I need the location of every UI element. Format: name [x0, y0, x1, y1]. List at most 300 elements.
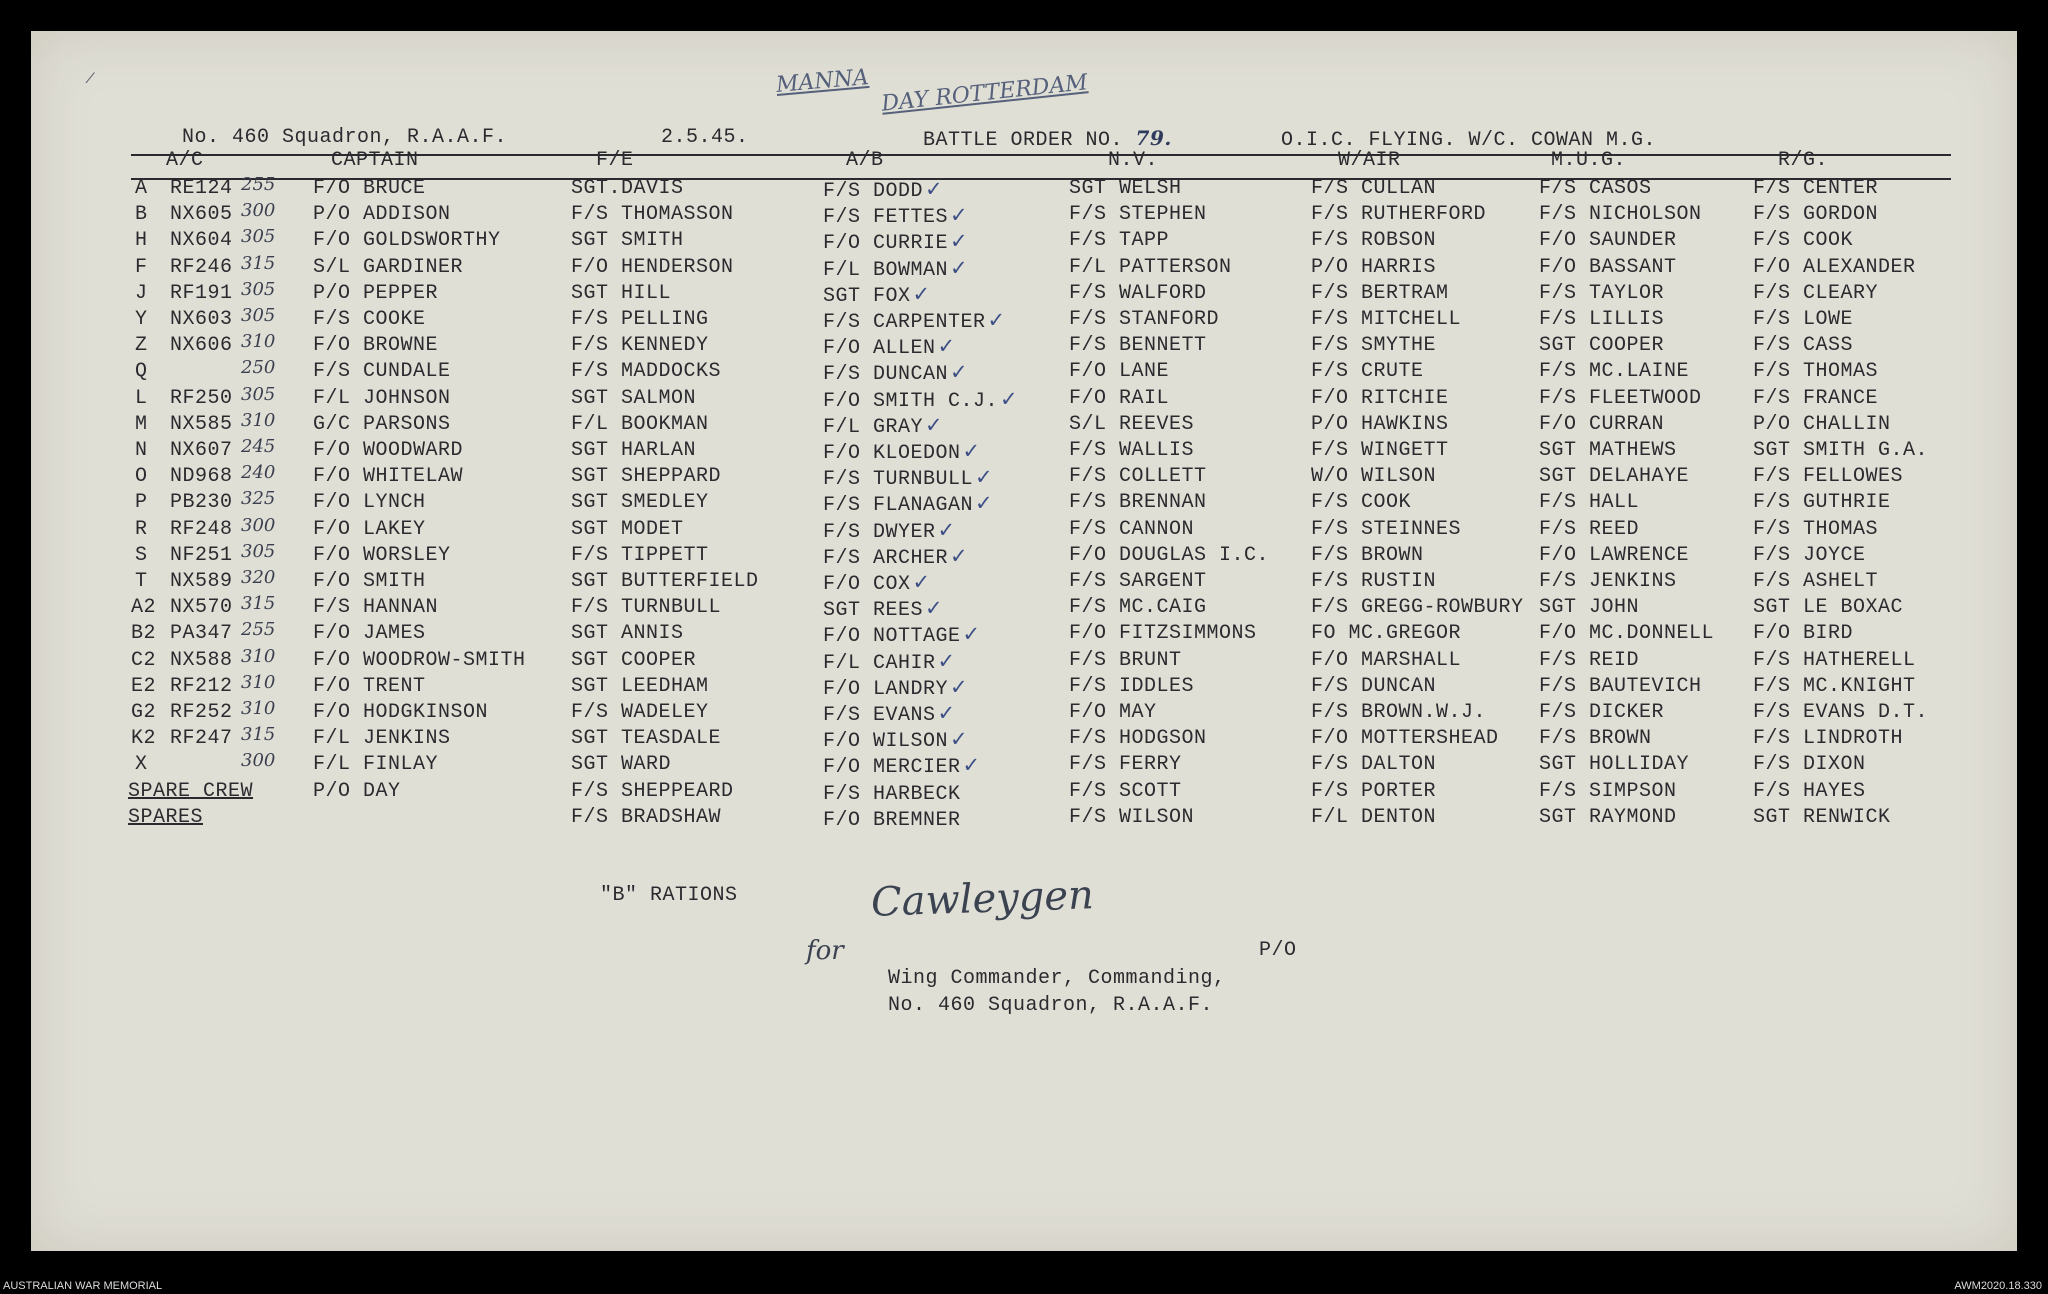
captain-name: F/O GOLDSWORTHY	[313, 229, 501, 252]
aircraft-serial: NX604	[170, 229, 233, 252]
mid-upper-gunner: F/O MC.DONNELL	[1539, 622, 1715, 645]
wireless-operator: W/O WILSON	[1311, 465, 1437, 488]
bomb-aimer-name: F/O MERCIER	[823, 756, 961, 779]
rear-gunner: F/S CENTER	[1753, 177, 1879, 200]
mid-upper-gunner: F/S JENKINS	[1539, 570, 1677, 593]
aircraft-letter: H	[135, 229, 148, 252]
rear-gunner: P/O CHALLIN	[1753, 413, 1891, 436]
aircraft-serial: RE124	[170, 177, 233, 200]
aircraft-serial: RF250	[170, 387, 233, 410]
check-mark-icon: ✓	[987, 308, 1006, 332]
wireless-operator: F/S CULLAN	[1311, 177, 1437, 200]
rear-gunner: SGT LE BOXAC	[1753, 596, 1904, 619]
bomb-aimer	[823, 387, 1018, 413]
flight-engineer: SGT.DAVIS	[571, 177, 684, 200]
check-mark-icon: ✓	[962, 622, 981, 646]
bomb-aimer	[823, 622, 981, 648]
aircraft-letter: B2	[131, 622, 157, 645]
aircraft-letter: S	[135, 544, 148, 567]
aircraft-letter: M	[135, 413, 148, 436]
bomb-aimer-name: SGT FOX	[823, 285, 911, 308]
aircraft-serial: PB230	[170, 491, 233, 514]
bomb-aimer	[823, 308, 1006, 334]
flight-engineer: SGT BUTTERFIELD	[571, 570, 759, 593]
handwritten-figure: 310	[241, 331, 276, 352]
rear-gunner: F/S THOMAS	[1753, 360, 1879, 383]
check-mark-icon: ✓	[950, 360, 969, 384]
oic-flying: O.I.C. FLYING. W/C. COWAN M.G.	[1281, 129, 1657, 152]
aircraft-serial: NX605	[170, 203, 233, 226]
bomb-aimer-name: F/S DWYER	[823, 521, 936, 544]
mid-upper-gunner: F/S REED	[1539, 518, 1640, 541]
column-header: W/AIR	[1338, 149, 1401, 172]
bomb-aimer-name: SGT REES	[823, 599, 924, 622]
rear-gunner: F/O ALEXANDER	[1753, 256, 1916, 279]
aircraft-letter: N	[135, 439, 148, 462]
signoff-line-2: No. 460 Squadron, R.A.A.F.	[888, 994, 1214, 1017]
handwritten-figure: 300	[241, 515, 276, 536]
aircraft-serial: ND968	[170, 465, 233, 488]
aircraft-serial: RF212	[170, 675, 233, 698]
bomb-aimer-name: F/O SMITH C.J.	[823, 390, 999, 413]
aircraft-letter: A	[135, 177, 148, 200]
signature: Cawleygen	[870, 872, 1095, 926]
check-mark-icon: ✓	[975, 491, 994, 515]
handwritten-figure: 310	[241, 410, 276, 431]
bomb-aimer	[823, 570, 931, 596]
document-page	[31, 31, 2017, 1251]
navigator: F/S FERRY	[1069, 753, 1182, 776]
check-mark-icon: ✓	[937, 334, 956, 358]
mid-upper-gunner: SGT HOLLIDAY	[1539, 753, 1690, 776]
check-mark-icon: ✓	[950, 203, 969, 227]
wireless-operator: F/S COOK	[1311, 491, 1412, 514]
wireless-operator: F/S GREGG-ROWBURY	[1311, 596, 1524, 619]
rear-gunner: F/S GORDON	[1753, 203, 1879, 226]
bomb-aimer	[823, 649, 956, 675]
signoff-rank: P/O	[1259, 939, 1297, 962]
check-mark-icon: ✓	[925, 177, 944, 201]
navigator: S/L REEVES	[1069, 413, 1195, 436]
captain-name: F/L FINLAY	[313, 753, 439, 776]
rear-gunner: F/S JOYCE	[1753, 544, 1866, 567]
aircraft-serial: NX585	[170, 413, 233, 436]
bomb-aimer-name: F/L GRAY	[823, 416, 924, 439]
captain-name: F/L JENKINS	[313, 727, 451, 750]
captain-name: F/O WHITELAW	[313, 465, 464, 488]
wireless-operator: F/L DENTON	[1311, 806, 1437, 829]
flight-engineer: SGT MODET	[571, 518, 684, 541]
handwritten-figure: 300	[241, 750, 276, 771]
column-header: R/G.	[1778, 149, 1829, 172]
bomb-aimer-name: F/O COX	[823, 573, 911, 596]
handwritten-figure: 305	[241, 541, 276, 562]
handwritten-figure: 250	[241, 357, 276, 378]
bomb-aimer	[823, 544, 968, 570]
bomb-aimer	[823, 675, 968, 701]
aircraft-letter: Q	[135, 360, 148, 383]
column-header: N.V.	[1108, 149, 1159, 172]
mid-upper-gunner: F/S BROWN	[1539, 727, 1652, 750]
flight-engineer: F/S TURNBULL	[571, 596, 722, 619]
bomb-aimer-name: F/O LANDRY	[823, 678, 949, 701]
navigator: F/S WALLIS	[1069, 439, 1195, 462]
aircraft-serial: RF191	[170, 282, 233, 305]
aircraft-serial: RF246	[170, 256, 233, 279]
check-mark-icon: ✓	[912, 570, 931, 594]
bomb-aimer-name: F/S ARCHER	[823, 547, 949, 570]
rear-gunner: F/S HAYES	[1753, 780, 1866, 803]
flight-engineer: F/S THOMASSON	[571, 203, 734, 226]
navigator: F/S HODGSON	[1069, 727, 1207, 750]
bomb-aimer-name: F/L CAHIR	[823, 652, 936, 675]
navigator: F/L PATTERSON	[1069, 256, 1232, 279]
mid-upper-gunner: F/S DICKER	[1539, 701, 1665, 724]
mid-upper-gunner: F/S TAYLOR	[1539, 282, 1665, 305]
captain-name: F/O BRUCE	[313, 177, 426, 200]
navigator: F/S BRUNT	[1069, 649, 1182, 672]
flight-engineer: SGT HILL	[571, 282, 672, 305]
rations-label: "B" RATIONS	[600, 884, 738, 907]
handwritten-figure: 320	[241, 567, 276, 588]
navigator: F/S IDDLES	[1069, 675, 1195, 698]
navigator: F/S BENNETT	[1069, 334, 1207, 357]
captain-name: S/L GARDINER	[313, 256, 464, 279]
flight-engineer: SGT SHEPPARD	[571, 465, 722, 488]
aircraft-letter: F	[135, 256, 148, 279]
bomb-aimer	[823, 596, 943, 622]
mid-upper-gunner: F/S CASOS	[1539, 177, 1652, 200]
aircraft-serial: NX589	[170, 570, 233, 593]
rear-gunner: F/S CASS	[1753, 334, 1854, 357]
handwritten-figure: 310	[241, 698, 276, 719]
aircraft-letter: J	[135, 282, 148, 305]
captain-name: F/O LAKEY	[313, 518, 426, 541]
rear-gunner: SGT RENWICK	[1753, 806, 1891, 829]
handwritten-figure: 245	[241, 436, 276, 457]
flight-engineer: SGT SMITH	[571, 229, 684, 252]
bomb-aimer-name: F/O NOTTAGE	[823, 625, 961, 648]
aircraft-serial: NX588	[170, 649, 233, 672]
captain-name: F/O JAMES	[313, 622, 426, 645]
aircraft-serial: NX603	[170, 308, 233, 331]
order-date: 2.5.45.	[661, 126, 749, 149]
handwritten-figure: 315	[241, 253, 276, 274]
captain-name: F/O WOODROW-SMITH	[313, 649, 526, 672]
aircraft-letter: SPARES	[128, 806, 204, 829]
navigator: F/S SARGENT	[1069, 570, 1207, 593]
aircraft-letter: T	[135, 570, 148, 593]
bomb-aimer-name: F/S TURNBULL	[823, 468, 974, 491]
navigator: F/S WILSON	[1069, 806, 1195, 829]
bomb-aimer-name: F/O BREMNER	[823, 809, 961, 832]
aircraft-letter: Z	[135, 334, 148, 357]
bomb-aimer	[823, 177, 943, 203]
bomb-aimer	[823, 203, 968, 229]
captain-name: F/O LYNCH	[313, 491, 426, 514]
navigator: F/O DOUGLAS I.C.	[1069, 544, 1270, 567]
flight-engineer: F/S PELLING	[571, 308, 709, 331]
captain-name: F/L JOHNSON	[313, 387, 451, 410]
margin-mark: ⁄	[89, 71, 92, 87]
bomb-aimer-name: F/S HARBECK	[823, 783, 961, 806]
mid-upper-gunner: F/O SAUNDER	[1539, 229, 1677, 252]
wireless-operator: F/S BROWN.W.J.	[1311, 701, 1487, 724]
handwritten-figure: 310	[241, 646, 276, 667]
mid-upper-gunner: SGT MATHEWS	[1539, 439, 1677, 462]
wireless-operator: F/S BROWN	[1311, 544, 1424, 567]
check-mark-icon: ✓	[950, 544, 969, 568]
captain-name: P/O ADDISON	[313, 203, 451, 226]
handwritten-figure: 305	[241, 305, 276, 326]
aircraft-serial: NF251	[170, 544, 233, 567]
aircraft-letter: P	[135, 491, 148, 514]
captain-name: P/O DAY	[313, 780, 401, 803]
bomb-aimer	[823, 518, 956, 544]
wireless-operator: F/O MOTTERSHEAD	[1311, 727, 1499, 750]
navigator: F/S SCOTT	[1069, 780, 1182, 803]
check-mark-icon: ✓	[1000, 387, 1019, 411]
navigator: F/O MAY	[1069, 701, 1157, 724]
rear-gunner: F/S COOK	[1753, 229, 1854, 252]
bomb-aimer-name: F/S FETTES	[823, 206, 949, 229]
mid-upper-gunner: SGT DELAHAYE	[1539, 465, 1690, 488]
wireless-operator: F/S ROBSON	[1311, 229, 1437, 252]
captain-name: F/S COOKE	[313, 308, 426, 331]
captain-name: F/O BROWNE	[313, 334, 439, 357]
handwritten-figure: 325	[241, 488, 276, 509]
mid-upper-gunner: F/O CURRAN	[1539, 413, 1665, 436]
flight-engineer: SGT TEASDALE	[571, 727, 722, 750]
aircraft-letter: L	[135, 387, 148, 410]
rear-gunner: F/S LOWE	[1753, 308, 1854, 331]
wireless-operator: F/S RUSTIN	[1311, 570, 1437, 593]
mid-upper-gunner: F/S LILLIS	[1539, 308, 1665, 331]
wireless-operator: F/S WINGETT	[1311, 439, 1449, 462]
wireless-operator: F/S STEINNES	[1311, 518, 1462, 541]
mid-upper-gunner: F/S FLEETWOOD	[1539, 387, 1702, 410]
flight-engineer: F/S MADDOCKS	[571, 360, 722, 383]
bomb-aimer	[823, 753, 981, 779]
captain-name: P/O PEPPER	[313, 282, 439, 305]
column-header: A/C	[166, 149, 204, 172]
aircraft-letter: G2	[131, 701, 157, 724]
check-mark-icon: ✓	[937, 518, 956, 542]
aircraft-letter: SPARE CREW	[128, 780, 254, 803]
mid-upper-gunner: F/S BAUTEVICH	[1539, 675, 1702, 698]
bomb-aimer	[823, 727, 968, 753]
column-header: A/B	[846, 149, 884, 172]
bomb-aimer-name: F/L BOWMAN	[823, 259, 949, 282]
wireless-operator: F/S DALTON	[1311, 753, 1437, 776]
rear-gunner: F/S FRANCE	[1753, 387, 1879, 410]
rear-gunner: F/S EVANS D.T.	[1753, 701, 1929, 724]
rear-gunner: F/S GUTHRIE	[1753, 491, 1891, 514]
handwritten-figure: 255	[241, 619, 276, 640]
handwritten-figure: 315	[241, 724, 276, 745]
mid-upper-gunner: SGT RAYMOND	[1539, 806, 1677, 829]
bomb-aimer	[823, 701, 956, 727]
handwritten-figure: 310	[241, 672, 276, 693]
captain-name: F/O TRENT	[313, 675, 426, 698]
wireless-operator: F/S PORTER	[1311, 780, 1437, 803]
aircraft-serial: RF247	[170, 727, 233, 750]
check-mark-icon: ✓	[950, 727, 969, 751]
check-mark-icon: ✓	[950, 229, 969, 253]
bomb-aimer-name: F/S FLANAGAN	[823, 494, 974, 517]
navigator: F/S BRENNAN	[1069, 491, 1207, 514]
aircraft-letter: E2	[131, 675, 157, 698]
check-mark-icon: ✓	[937, 649, 956, 673]
mid-upper-gunner: F/S NICHOLSON	[1539, 203, 1702, 226]
column-header: F/E	[596, 149, 634, 172]
handwritten-figure: 255	[241, 174, 276, 195]
bomb-aimer	[823, 439, 981, 465]
bomb-aimer	[823, 806, 963, 832]
bomb-aimer-name: F/S DODD	[823, 180, 924, 203]
aircraft-letter: C2	[131, 649, 157, 672]
rear-gunner: F/S ASHELT	[1753, 570, 1879, 593]
captain-name: F/O WORSLEY	[313, 544, 451, 567]
captain-name: G/C PARSONS	[313, 413, 451, 436]
signoff-line-1: Wing Commander, Commanding,	[888, 967, 1226, 990]
bomb-aimer-name: F/O CURRIE	[823, 232, 949, 255]
check-mark-icon: ✓	[925, 413, 944, 437]
mid-upper-gunner: F/S REID	[1539, 649, 1640, 672]
aircraft-letter: O	[135, 465, 148, 488]
rear-gunner: F/O BIRD	[1753, 622, 1854, 645]
flight-engineer: F/S TIPPETT	[571, 544, 709, 567]
mid-upper-gunner: SGT COOPER	[1539, 334, 1665, 357]
handwritten-figure: 305	[241, 226, 276, 247]
wireless-operator: F/S MITCHELL	[1311, 308, 1462, 331]
wireless-operator: F/O RITCHIE	[1311, 387, 1449, 410]
flight-engineer: F/S BRADSHAW	[571, 806, 722, 829]
handwritten-figure: 305	[241, 279, 276, 300]
bomb-aimer-name: F/O WILSON	[823, 730, 949, 753]
check-mark-icon: ✓	[912, 282, 931, 306]
flight-engineer: SGT SALMON	[571, 387, 697, 410]
footer-right: AWM2020.18.330	[1954, 1280, 2042, 1292]
wireless-operator: F/S DUNCAN	[1311, 675, 1437, 698]
battle-order-text: BATTLE ORDER NO.	[923, 129, 1124, 152]
bomb-aimer	[823, 360, 968, 386]
aircraft-letter: R	[135, 518, 148, 541]
mid-upper-gunner: F/S HALL	[1539, 491, 1640, 514]
check-mark-icon: ✓	[975, 465, 994, 489]
column-header: M.U.G.	[1551, 149, 1627, 172]
aircraft-serial: RF252	[170, 701, 233, 724]
captain-name: F/S HANNAN	[313, 596, 439, 619]
wireless-operator: F/S CRUTE	[1311, 360, 1424, 383]
bomb-aimer-name: F/S EVANS	[823, 704, 936, 727]
rear-gunner: F/S FELLOWES	[1753, 465, 1904, 488]
bomb-aimer	[823, 780, 963, 806]
aircraft-letter: A2	[131, 596, 157, 619]
flight-engineer: SGT SMEDLEY	[571, 491, 709, 514]
flight-engineer: F/S WADELEY	[571, 701, 709, 724]
aircraft-letter: K2	[131, 727, 157, 750]
footer-left: AUSTRALIAN WAR MEMORIAL	[3, 1280, 163, 1292]
navigator: F/S TAPP	[1069, 229, 1170, 252]
handwritten-note-manna: MANNA	[775, 65, 870, 98]
navigator: F/S STEPHEN	[1069, 203, 1207, 226]
mid-upper-gunner: F/S MC.LAINE	[1539, 360, 1690, 383]
aircraft-letter: Y	[135, 308, 148, 331]
navigator: F/S COLLETT	[1069, 465, 1207, 488]
mid-upper-gunner: SGT JOHN	[1539, 596, 1640, 619]
flight-engineer: SGT LEEDHAM	[571, 675, 709, 698]
rear-gunner: F/S HATHERELL	[1753, 649, 1916, 672]
signature-for: for	[806, 936, 844, 966]
wireless-operator: F/S RUTHERFORD	[1311, 203, 1487, 226]
wireless-operator: F/O MARSHALL	[1311, 649, 1462, 672]
flight-engineer: F/O HENDERSON	[571, 256, 734, 279]
flight-engineer: F/S KENNEDY	[571, 334, 709, 357]
bomb-aimer	[823, 334, 956, 360]
bomb-aimer-name: F/S CARPENTER	[823, 311, 986, 334]
bomb-aimer	[823, 465, 993, 491]
navigator: F/S CANNON	[1069, 518, 1195, 541]
flight-engineer: SGT COOPER	[571, 649, 697, 672]
aircraft-serial: NX607	[170, 439, 233, 462]
mid-upper-gunner: F/O BASSANT	[1539, 256, 1677, 279]
column-header: CAPTAIN	[331, 149, 419, 172]
aircraft-serial: NX570	[170, 596, 233, 619]
bomb-aimer-name: F/S DUNCAN	[823, 363, 949, 386]
aircraft-serial: PA347	[170, 622, 233, 645]
mid-upper-gunner: F/S SIMPSON	[1539, 780, 1677, 803]
bomb-aimer	[823, 256, 968, 282]
rear-gunner: F/S DIXON	[1753, 753, 1866, 776]
bomb-aimer-name: F/O KLOEDON	[823, 442, 961, 465]
check-mark-icon: ✓	[950, 256, 969, 280]
navigator: F/O RAIL	[1069, 387, 1170, 410]
aircraft-letter: B	[135, 203, 148, 226]
handwritten-figure: 300	[241, 200, 276, 221]
rear-gunner: F/S MC.KNIGHT	[1753, 675, 1916, 698]
navigator: F/S STANFORD	[1069, 308, 1220, 331]
mid-upper-gunner: F/O LAWRENCE	[1539, 544, 1690, 567]
navigator: F/O FITZSIMMONS	[1069, 622, 1257, 645]
flight-engineer: F/L BOOKMAN	[571, 413, 709, 436]
bomb-aimer	[823, 282, 931, 308]
check-mark-icon: ✓	[937, 701, 956, 725]
wireless-operator: F/S BERTRAM	[1311, 282, 1449, 305]
captain-name: F/O HODGKINSON	[313, 701, 489, 724]
check-mark-icon: ✓	[925, 596, 944, 620]
aircraft-letter: X	[135, 753, 148, 776]
wireless-operator: P/O HAWKINS	[1311, 413, 1449, 436]
navigator: F/S WALFORD	[1069, 282, 1207, 305]
navigator: F/S MC.CAIG	[1069, 596, 1207, 619]
handwritten-figure: 240	[241, 462, 276, 483]
rear-gunner: F/S LINDROTH	[1753, 727, 1904, 750]
battle-order-number: 79.	[1135, 126, 1172, 150]
captain-name: F/S CUNDALE	[313, 360, 451, 383]
rear-gunner: SGT SMITH G.A.	[1753, 439, 1929, 462]
handwritten-figure: 305	[241, 384, 276, 405]
captain-name: F/O SMITH	[313, 570, 426, 593]
bomb-aimer-name: F/O ALLEN	[823, 337, 936, 360]
captain-name: F/O WOODWARD	[313, 439, 464, 462]
check-mark-icon: ✓	[962, 439, 981, 463]
navigator: SGT WELSH	[1069, 177, 1182, 200]
navigator: F/O LANE	[1069, 360, 1170, 383]
wireless-operator: F/S SMYTHE	[1311, 334, 1437, 357]
flight-engineer: F/S SHEPPEARD	[571, 780, 734, 803]
aircraft-serial: RF248	[170, 518, 233, 541]
